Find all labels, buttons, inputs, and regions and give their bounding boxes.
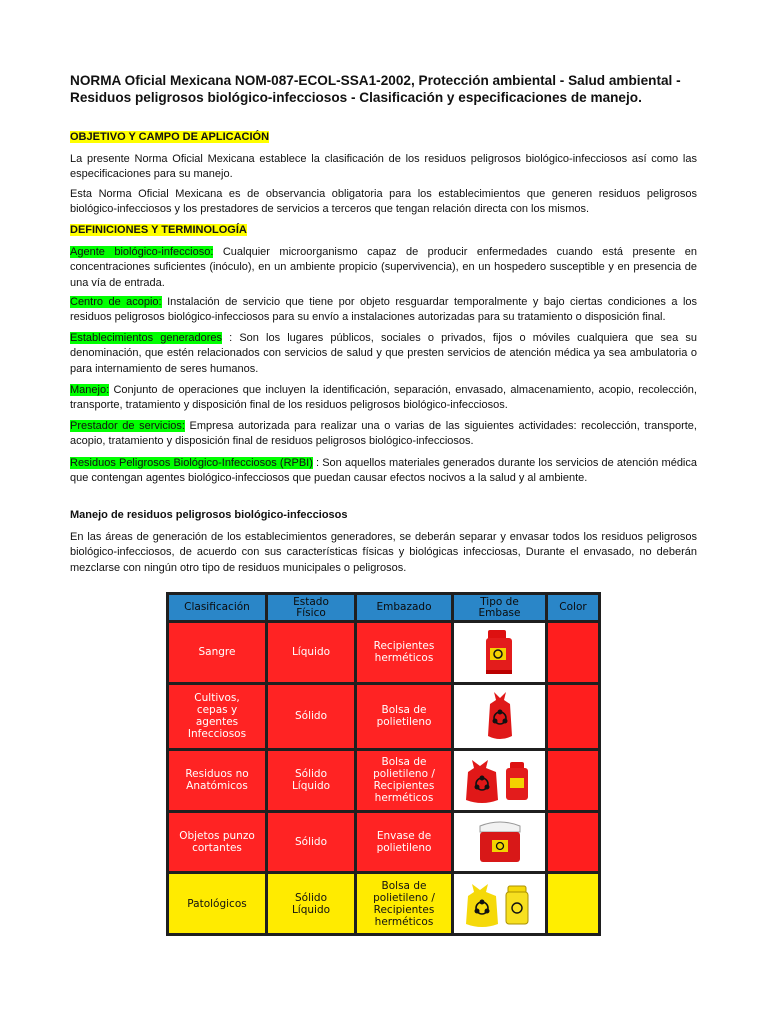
cell-clasificacion: Cultivos, cepas y agentes Infecciosos <box>169 685 265 748</box>
cell-clasificacion: Objetos punzo cortantes <box>169 813 265 872</box>
cell-clasificacion: Residuos no Anatómicos <box>169 751 265 810</box>
definition-establecimientos <box>70 331 697 377</box>
cell-clasificacion: Patológicos <box>169 874 265 933</box>
cell-color-red <box>548 623 598 682</box>
heading-highlight: OBJETIVO Y CAMPO DE APLICACIÓN <box>70 131 270 143</box>
red-sharps-container-icon <box>480 626 520 678</box>
definition-term: Residuos Peligrosos Biológico-Infecciosos (RPBI) <box>70 457 313 469</box>
definition-agente <box>70 245 697 291</box>
cell-color-red <box>548 751 598 810</box>
column-header-embazado: Embazado <box>357 595 451 620</box>
cell-estado-fisico: Sólido Líquido <box>268 874 354 933</box>
table-row <box>169 623 598 682</box>
cell-estado-fisico: Sólido Líquido <box>268 751 354 810</box>
definition-manejo <box>70 383 697 414</box>
cell-clasificacion: Sangre <box>169 623 265 682</box>
definition-text: Conjunto de operaciones que incluyen la identificación, separación, envasado, almacenamiento, acopio, recolección, transporte, tratamiento y disposición final de los residuos peligrosos biológico-infecciosos. <box>70 384 697 412</box>
cell-envasado: Envase de polietileno <box>357 813 451 872</box>
definition-term: Manejo: <box>70 384 110 396</box>
cell-tipo-embase <box>454 685 545 748</box>
cell-color-red <box>548 813 598 872</box>
definition-term: Establecimientos generadores <box>70 332 223 344</box>
cell-envasado: Recipientes herméticos <box>357 623 451 682</box>
section-heading-manejo: Manejo de residuos peligrosos biológico-infecciosos <box>70 509 348 521</box>
definition-text: : Son aquellos materiales generados durante los servicios de atención médica que contengan agentes biológico-infecciosos que puedan causar efectos nocivos a la salud y al ambiente. <box>70 457 697 485</box>
definition-text: : Son los lugares públicos, sociales o privados, fijos o móviles cualquiera que sea su denominación, que estén relacionados con servicios de salud y que presten servicios de atención médica ya sea ambulatoria o para internamiento de seres humanos. <box>70 332 697 375</box>
cell-envasado: Bolsa de polietileno / Recipientes herméticos <box>357 874 451 933</box>
definition-term: Agente biológico-infeccioso: <box>70 246 214 258</box>
definition-text: Cualquier microorganismo capaz de producir enfermedades cuando está presente en concentraciones suficientes (inóculo), en un ambiente propicio (supervivencia), en un hospedero susceptible y en presencia de una vía de entrada. <box>70 246 697 289</box>
definition-prestador <box>70 419 697 450</box>
table-row <box>169 813 598 872</box>
red-sharps-box-icon <box>472 816 528 868</box>
cell-estado-fisico: Líquido <box>268 623 354 682</box>
section-heading-objetivo <box>70 130 697 145</box>
definition-text: Empresa autorizada para realizar una o varias de las siguientes actividades: recolección, transporte, acopio, tratamiento y disposición final de residuos peligrosos biológico-infecciosos. <box>70 420 697 448</box>
cell-color-yellow <box>548 874 598 933</box>
cell-color-red <box>548 685 598 748</box>
cell-tipo-embase <box>454 813 545 872</box>
rpbi-classification-table <box>166 592 601 936</box>
classification-table <box>166 592 601 936</box>
column-header-color: Color <box>548 595 598 620</box>
cell-estado-fisico: Sólido <box>268 685 354 748</box>
definition-text: Instalación de servicio que tiene por objeto resguardar temporalmente y bajo ciertas condiciones a los residuos peligrosos biológico-infecciosos para su envío a instalaciones autorizadas para su tratamiento o disposición final. <box>70 296 698 324</box>
section-heading-definiciones <box>70 223 697 238</box>
paragraph-objetivo-1: La presente Norma Oficial Mexicana establece la clasificación de los residuos peligrosos biológico-infecciosos así como las especificaciones para su manejo. <box>70 153 697 181</box>
table-header-row <box>169 595 598 620</box>
cell-estado-fisico: Sólido <box>268 813 354 872</box>
definition-term: Centro de acopio: <box>70 296 162 308</box>
table-row <box>169 874 598 933</box>
column-header-clasificacion: Clasificación <box>169 595 265 620</box>
paragraph-manejo: En las áreas de generación de los establecimientos generadores, se deberán separar y envasar todos los residuos peligrosos biológico-infecciosos, de acuerdo con sus características físicas y biológicas infecciosas, Durante el envasado, no deberán mezclarse con ningún otro tipo de residuos municipales o peligrosos. <box>70 531 697 574</box>
red-bag-and-container-icon <box>462 754 538 806</box>
paragraph-objetivo-2: Esta Norma Oficial Mexicana es de observancia obligatoria para los establecimientos que generen residuos peligrosos biológico-infecciosos y los prestadores de servicios a terceros que tengan relación directa con los mismos. <box>70 188 697 216</box>
cell-tipo-embase <box>454 623 545 682</box>
cell-envasado: Bolsa de polietileno / Recipientes herméticos <box>357 751 451 810</box>
cell-tipo-embase <box>454 874 545 933</box>
cell-envasado: Bolsa de polietileno <box>357 685 451 748</box>
definition-rpbi <box>70 456 697 487</box>
column-header-tipo-embase: Tipo de Embase <box>454 595 545 620</box>
column-header-estado-fisico: Estado Físico <box>268 595 354 620</box>
document-title: NORMA Oficial Mexicana NOM-087-ECOL-SSA1-2002, Protección ambiental - Salud ambiental - Residuos peligrosos biológico-infecciosos - Clasificación y especificaciones de manejo. <box>70 73 681 105</box>
definition-centro-acopio <box>70 295 697 326</box>
cell-tipo-embase <box>454 751 545 810</box>
table-row <box>169 685 598 748</box>
table-row <box>169 751 598 810</box>
heading-highlight: DEFINICIONES Y TERMINOLOGÍA <box>70 224 247 236</box>
yellow-bag-and-container-icon <box>462 878 538 930</box>
definition-term: Prestador de servicios: <box>70 420 185 432</box>
red-biohazard-bag-icon <box>480 688 520 744</box>
